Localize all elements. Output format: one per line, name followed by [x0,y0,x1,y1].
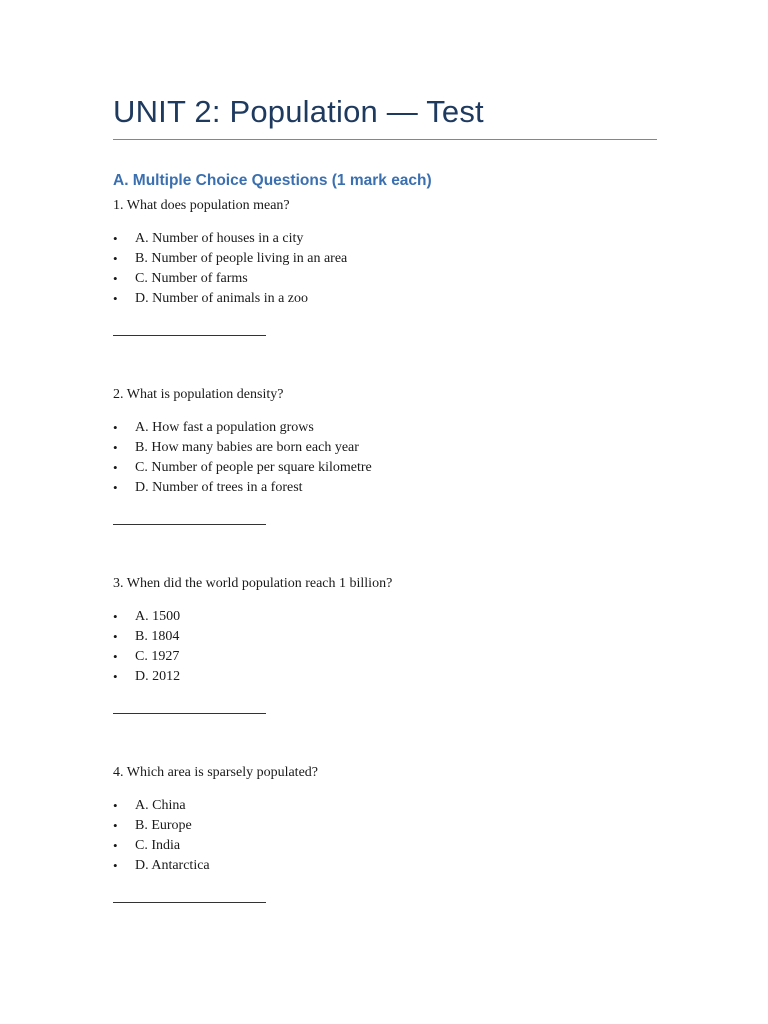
bullet-icon: • [113,251,118,266]
option-label: D. Number of animals in a zoo [135,291,309,306]
option-a [113,418,657,438]
question-text: 4. Which area is sparsely populated? [113,765,319,780]
question-text: 3. When did the world population reach 1 billion? [113,576,393,591]
option-d [113,856,657,876]
option-label: A. Number of houses in a city [135,231,304,246]
option-a [113,229,657,249]
option-label: C. 1927 [135,649,180,664]
option-list [113,229,657,309]
bullet-icon: • [113,669,118,684]
answer-line [113,335,266,336]
option-label: D. Number of trees in a forest [135,480,303,495]
answer-line [113,713,266,714]
option-label: B. 1804 [135,629,180,644]
question-3 [113,574,657,714]
option-a [113,607,657,627]
question-4 [113,763,657,903]
option-label: B. Europe [135,818,192,833]
question-text: 2. What is population density? [113,387,284,402]
option-b [113,438,657,458]
bullet-icon: • [113,838,118,853]
option-c [113,458,657,478]
option-label: D. 2012 [135,669,181,684]
option-d [113,667,657,687]
bullet-icon: • [113,798,118,813]
option-list [113,607,657,687]
question-2 [113,385,657,525]
option-b [113,627,657,647]
option-d [113,289,657,309]
bullet-icon: • [113,818,118,833]
title-divider [113,139,657,140]
option-a [113,796,657,816]
answer-line [113,524,266,525]
bullet-icon: • [113,629,118,644]
bullet-icon: • [113,271,118,286]
option-label: A. How fast a population grows [135,420,314,435]
option-list [113,796,657,876]
bullet-icon: • [113,460,118,475]
bullet-icon: • [113,440,118,455]
option-label: A. 1500 [135,609,181,624]
section-heading: A. Multiple Choice Questions (1 mark each) [113,172,432,189]
bullet-icon: • [113,858,118,873]
bullet-icon: • [113,420,118,435]
page-title: UNIT 2: Population — Test [113,94,484,129]
option-c [113,269,657,289]
bullet-icon: • [113,609,118,624]
bullet-icon: • [113,231,118,246]
answer-line [113,902,266,903]
option-d [113,478,657,498]
option-label: C. Number of farms [135,271,248,286]
bullet-icon: • [113,649,118,664]
option-label: B. Number of people living in an area [135,251,348,266]
option-label: C. India [135,838,181,853]
option-c [113,836,657,856]
question-text: 1. What does population mean? [113,198,290,213]
option-b [113,816,657,836]
option-label: B. How many babies are born each year [135,440,359,455]
bullet-icon: • [113,291,118,306]
option-c [113,647,657,667]
bullet-icon: • [113,480,118,495]
option-list [113,418,657,498]
question-1 [113,196,657,336]
option-label: A. China [135,798,186,813]
option-label: D. Antarctica [135,858,210,873]
option-label: C. Number of people per square kilometre [135,460,372,475]
option-b [113,249,657,269]
